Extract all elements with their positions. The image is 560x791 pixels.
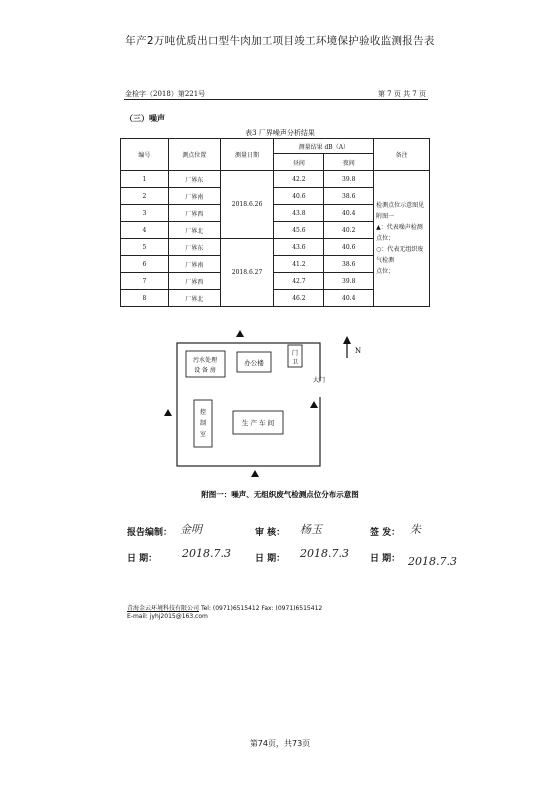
header-date: 测量日期: [220, 139, 274, 171]
header-point: 测点位置: [168, 139, 220, 171]
cell-day: 40.6: [274, 188, 324, 205]
sewage-room-label-2: 设 备 房: [194, 367, 216, 374]
table-caption: 表3 厂界噪声分析结果: [245, 129, 315, 137]
noise-point-west-marker: [164, 409, 172, 416]
cell-day: 42.2: [274, 171, 324, 188]
header-result: 测量结果 dB（A）: [274, 139, 374, 154]
header-no: 编号: [121, 139, 169, 171]
cell-night: 38.6: [324, 188, 374, 205]
cell-no: 7: [121, 273, 169, 290]
noise-point-east-marker: [310, 401, 318, 408]
reviewed-by-label: 审 核：: [255, 528, 286, 538]
compiled-date: 2018.7.3: [182, 547, 231, 560]
cell-date: 2018.6.27: [220, 239, 274, 307]
remark-line: ▲：代表噪声检测点位；: [376, 224, 423, 242]
cell-no: 4: [121, 222, 169, 239]
gate-guard-label-2: 卫: [291, 359, 299, 366]
cell-night: 40.4: [324, 205, 374, 222]
cell-point: 厂界南: [168, 256, 220, 273]
noise-point-north-marker: [236, 330, 244, 337]
office-building-label: 办公楼: [244, 359, 264, 367]
cell-point: 厂界西: [168, 273, 220, 290]
cell-no: 6: [121, 256, 169, 273]
cell-day: 42.7: [274, 273, 324, 290]
company-name: 青海金云环境科技有限公司: [127, 605, 200, 612]
north-label: N: [355, 347, 362, 355]
cell-point: 厂界北: [168, 290, 220, 307]
cell-no: 2: [121, 188, 169, 205]
issue-date: 2018.7.3: [408, 555, 457, 568]
sewage-room-label-1: 污水处理: [192, 357, 218, 364]
document-title: 年产2万吨优质出口型牛肉加工项目竣工环境保护验收监测报告表: [125, 35, 435, 47]
cell-no: 8: [121, 290, 169, 307]
main-gate-label: 大门: [313, 377, 326, 384]
compiled-by-signature: 金明: [180, 523, 202, 536]
noise-point-south-marker: [251, 470, 259, 477]
company-tel: Tel: (0971)6515412: [200, 605, 260, 612]
remark-line: ○：代表无组织废气检测: [376, 246, 424, 264]
header-night: 夜间: [324, 154, 374, 171]
date-label: 日 期：: [127, 554, 158, 564]
cell-night: 40.2: [324, 222, 374, 239]
footer-company: [127, 603, 322, 612]
production-workshop-label: 生 产 车 间: [241, 419, 275, 427]
cell-day: 43.8: [274, 205, 324, 222]
company-fax: Fax: (0971)6515412: [261, 605, 323, 612]
cell-night: 38.6: [324, 256, 374, 273]
cell-day: 46.2: [274, 290, 324, 307]
page-number: 第74页，共73页: [249, 739, 311, 748]
control-room-label-1: 控: [199, 409, 207, 416]
control-room-label-2: 制: [199, 420, 207, 427]
compiled-by-label: 报告编制：: [127, 528, 173, 538]
page-indicator: 第 7 页 共 7 页: [377, 90, 426, 98]
cell-point: 厂界东: [168, 239, 220, 256]
date-label: 日 期：: [255, 554, 286, 564]
header-day: 昼间: [274, 154, 324, 171]
issued-by-signature: 朱: [410, 523, 421, 536]
remark-line: 点位；: [376, 268, 395, 275]
reviewed-by-signature: 杨玉: [300, 523, 322, 536]
cell-day: 43.6: [274, 239, 324, 256]
north-arrow-icon: [343, 336, 351, 344]
cell-date: 2018.6.26: [220, 171, 274, 239]
gate-guard-label-1: 门: [291, 350, 299, 357]
issued-by-label: 签 发：: [370, 528, 401, 538]
diagram-caption: 附图一：噪声、无组织废气检测点位分布示意图: [201, 490, 359, 499]
cell-night: 40.4: [324, 290, 374, 307]
cell-night: 40.6: [324, 239, 374, 256]
cell-night: 39.8: [324, 171, 374, 188]
cell-day: 41.2: [274, 256, 324, 273]
cell-night: 39.8: [324, 273, 374, 290]
control-room-label-3: 室: [199, 431, 207, 438]
date-label: 日 期：: [370, 554, 401, 564]
cell-point: 厂界东: [168, 171, 220, 188]
cell-point: 厂界西: [168, 205, 220, 222]
cell-day: 45.6: [274, 222, 324, 239]
section-title: （三）噪声: [125, 113, 165, 123]
cell-no: 1: [121, 171, 169, 188]
cell-point: 厂界北: [168, 222, 220, 239]
remark-line: 检测点位示意图见附图一: [376, 202, 425, 220]
cell-no: 3: [121, 205, 169, 222]
review-date: 2018.7.3: [300, 547, 349, 560]
report-reference: 金检字（2018）第221号: [125, 90, 206, 98]
cell-no: 5: [121, 239, 169, 256]
footer-email: E-mail: jyhj2015@163.com: [127, 613, 208, 620]
header-remark: 备注: [374, 139, 430, 171]
cell-point: 厂界南: [168, 188, 220, 205]
